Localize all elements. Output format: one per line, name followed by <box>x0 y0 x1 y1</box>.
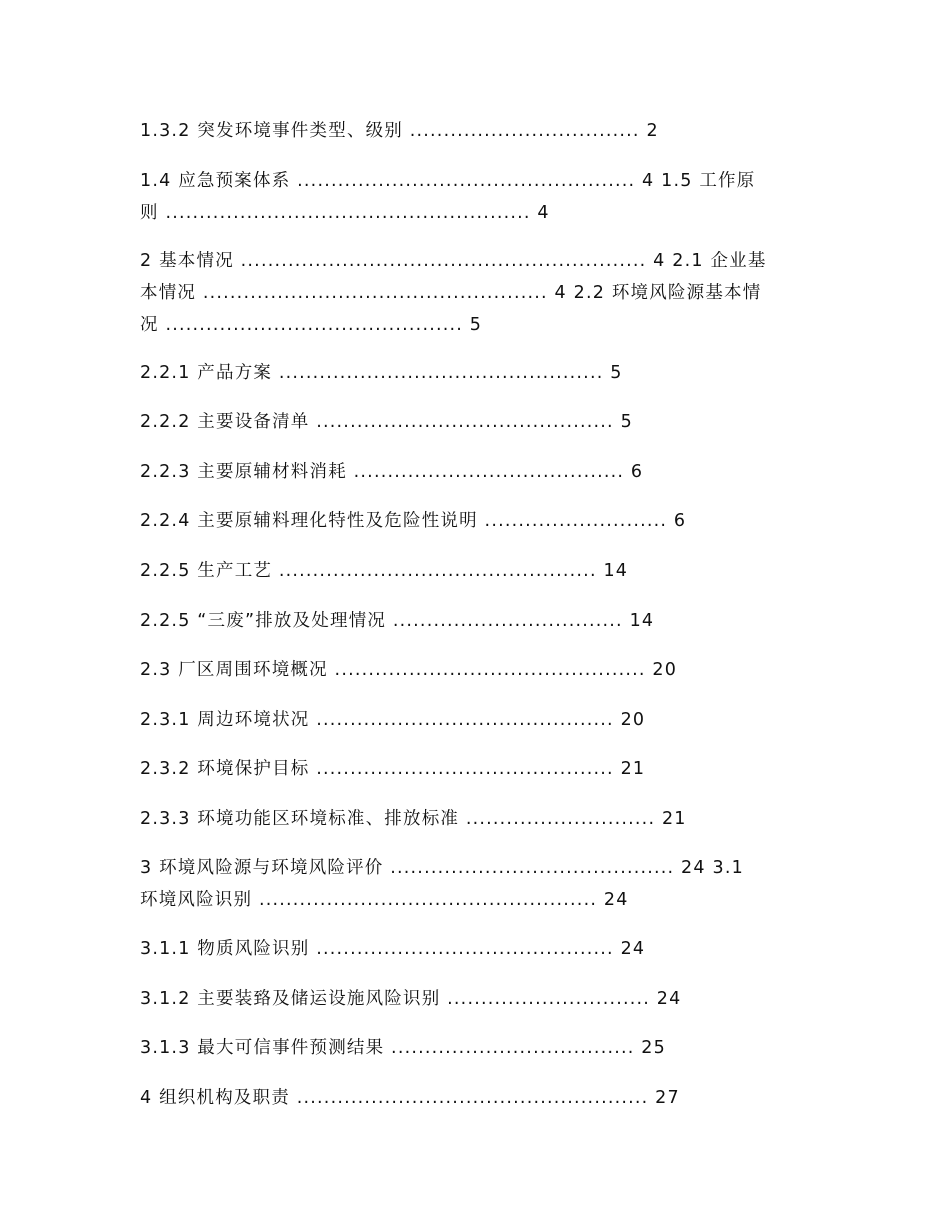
toc-line: 环境风险识别 .................................................. 24 <box>140 890 629 910</box>
toc-line: 2.3.3 环境功能区环境标准、排放标准 ............................ 21 <box>140 809 687 829</box>
toc-line: 2.3 厂区周围环境概况 .............................................. 20 <box>140 660 678 680</box>
toc-line: 3.1.2 主要装臵及储运设施风险识别 .............................. 24 <box>140 989 682 1009</box>
toc-line: 2.2.5 生产工艺 ............................................... 14 <box>140 561 629 581</box>
toc-entry-2-2-3 <box>140 456 820 488</box>
toc-line: 3.1.1 物质风险识别 ............................................ 24 <box>140 939 646 959</box>
toc-entry-2-3 <box>140 654 820 686</box>
toc-entry-4 <box>140 1082 820 1114</box>
toc-entry-2 <box>140 245 820 341</box>
toc-line: 2.2.5 “三废”排放及处理情况 .................................. 14 <box>140 611 655 631</box>
toc-entry-1-3-2 <box>140 115 820 147</box>
toc-line: 2 基本情况 ............................................................ 4 2.1 企业基 <box>140 251 767 271</box>
toc-line: 况 ............................................ 5 <box>140 315 483 335</box>
toc-entry-3-1-2 <box>140 983 820 1015</box>
toc-line: 2.2.3 主要原辅材料消耗 ........................................ 6 <box>140 462 644 482</box>
toc-line: 1.4 应急预案体系 .................................................. 4 1.5 工作原 <box>140 171 756 191</box>
toc-line: 2.2.2 主要设备清单 ............................................ 5 <box>140 412 633 432</box>
toc-line: 3 环境风险源与环境风险评价 .......................................... 24 3.1 <box>140 858 744 878</box>
toc-entry-2-2-4 <box>140 505 820 537</box>
toc-entry-1-4 <box>140 165 820 229</box>
toc-line: 2.2.1 产品方案 ................................................ 5 <box>140 363 623 383</box>
toc-line: 4 组织机构及职责 .................................................... 27 <box>140 1088 680 1108</box>
toc-line: 3.1.3 最大可信事件预测结果 .................................... 25 <box>140 1038 666 1058</box>
toc-entry-2-2-5 <box>140 555 820 587</box>
toc-entry-2-3-1 <box>140 704 820 736</box>
toc-line: 2.3.2 环境保护目标 ............................................ 21 <box>140 759 646 779</box>
toc-entry-3-1-3 <box>140 1032 820 1064</box>
toc-entry-3 <box>140 852 820 916</box>
toc-line: 则 ...................................................... 4 <box>140 203 550 223</box>
toc-line: 1.3.2 突发环境事件类型、级别 .................................. 2 <box>140 121 659 141</box>
toc-entry-3-1-1 <box>140 933 820 965</box>
toc-entry-2-2-2 <box>140 406 820 438</box>
toc-line: 本情况 ................................................... 4 2.2 环境风险源基本情 <box>140 283 762 303</box>
toc-entry-2-2-1 <box>140 357 820 389</box>
toc-line: 2.3.1 周边环境状况 ............................................ 20 <box>140 710 646 730</box>
toc-line: 2.2.4 主要原辅料理化特性及危险性说明 ........................... 6 <box>140 511 687 531</box>
toc-entry-2-3-3 <box>140 803 820 835</box>
toc-entry-2-2-5-waste <box>140 605 820 637</box>
toc-entry-2-3-2 <box>140 753 820 785</box>
